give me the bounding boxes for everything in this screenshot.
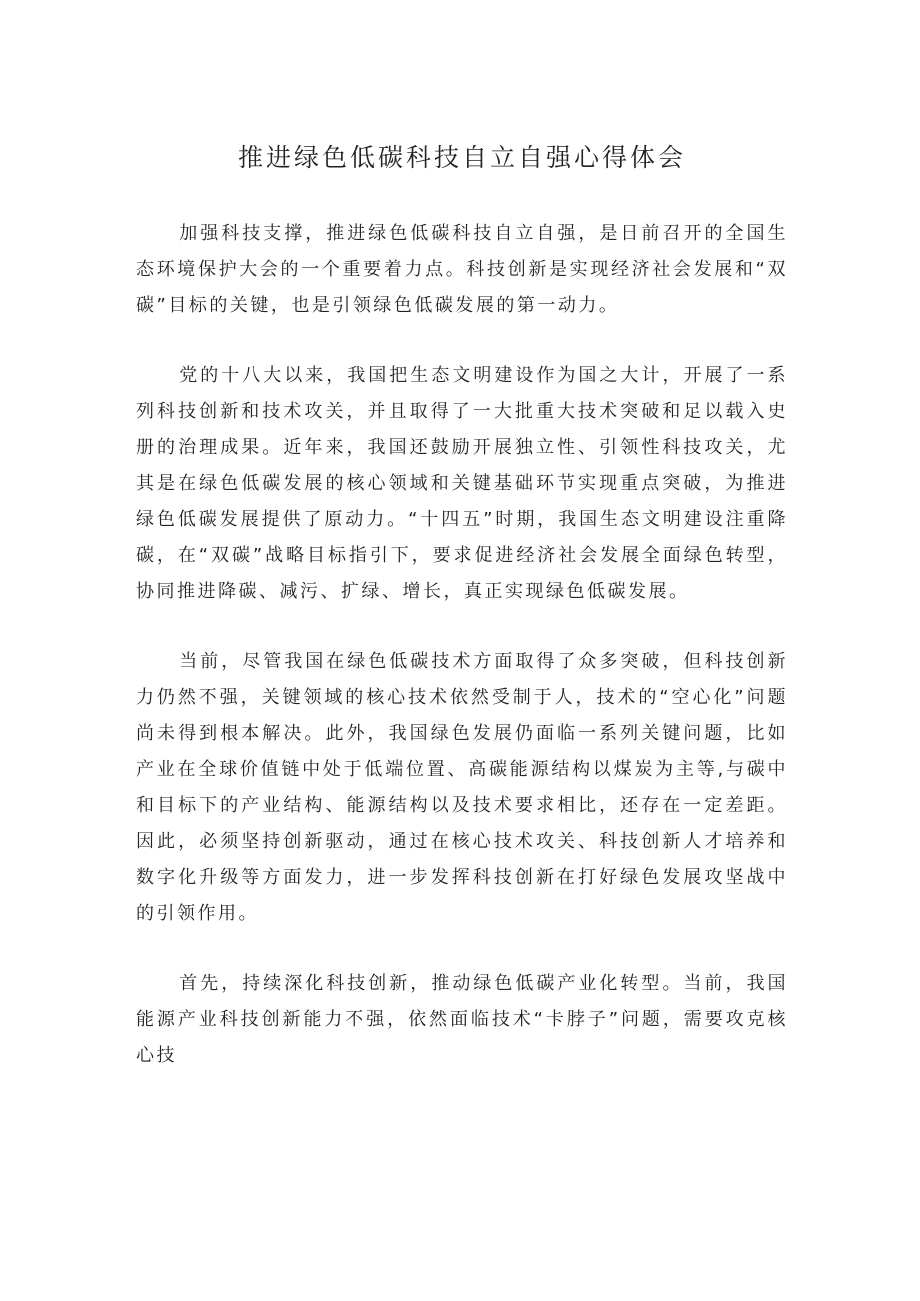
paragraph-4: 首先，持续深化科技创新，推动绿色低碳产业化转型。当前，我国能源产业科技创新能力不强，依然面临技术“卡脖子”问题，需要攻克核心技 <box>136 973 788 1066</box>
paragraph-1: 加强科技支撑，推进绿色低碳科技自立自强，是日前召开的全国生态环境保护大会的一个重要着力点。科技创新是实现经济社会发展和“双碳”目标的关键，也是引领绿色低碳发展的第一动力。 <box>136 223 788 316</box>
document-title: 推进绿色低碳科技自立自强心得体会 <box>237 143 686 172</box>
paragraph-3: 当前，尽管我国在绿色低碳技术方面取得了众多突破，但科技创新力仍然不强，关键领域的核心技术依然受制于人，技术的“空心化”问题尚未得到根本解决。此外，我国绿色发展仍面临一系列关键问题，比如产业在全球价值链中处于低端位置、高碳能源结构以煤炭为主等,与碳中和目标下的产业结构、能源结构以及技术要求相比，还存在一定差距。因此，必须坚持创新驱动，通过在核心技术攻关、科技创新人才培养和数字化升级等方面发力，进一步发挥科技创新在打好绿色发展攻坚战中的引领作用。 <box>136 651 788 924</box>
paragraph-2: 党的十八大以来，我国把生态文明建设作为国之大计，开展了一系列科技创新和技术攻关，并且取得了一大批重大技术突破和足以载入史册的治理成果。近年来，我国还鼓励开展独立性、引领性科技攻关，尤其是在绿色低碳发展的核心领域和关键基础环节实现重点突破，为推进绿色低碳发展提供了原动力。“十四五”时期，我国生态文明建设注重降碳，在“双碳”战略目标指引下，要求促进经济社会发展全面绿色转型，协同推进降碳、减污、扩绿、增长，真正实现绿色低碳发展。 <box>136 365 788 602</box>
